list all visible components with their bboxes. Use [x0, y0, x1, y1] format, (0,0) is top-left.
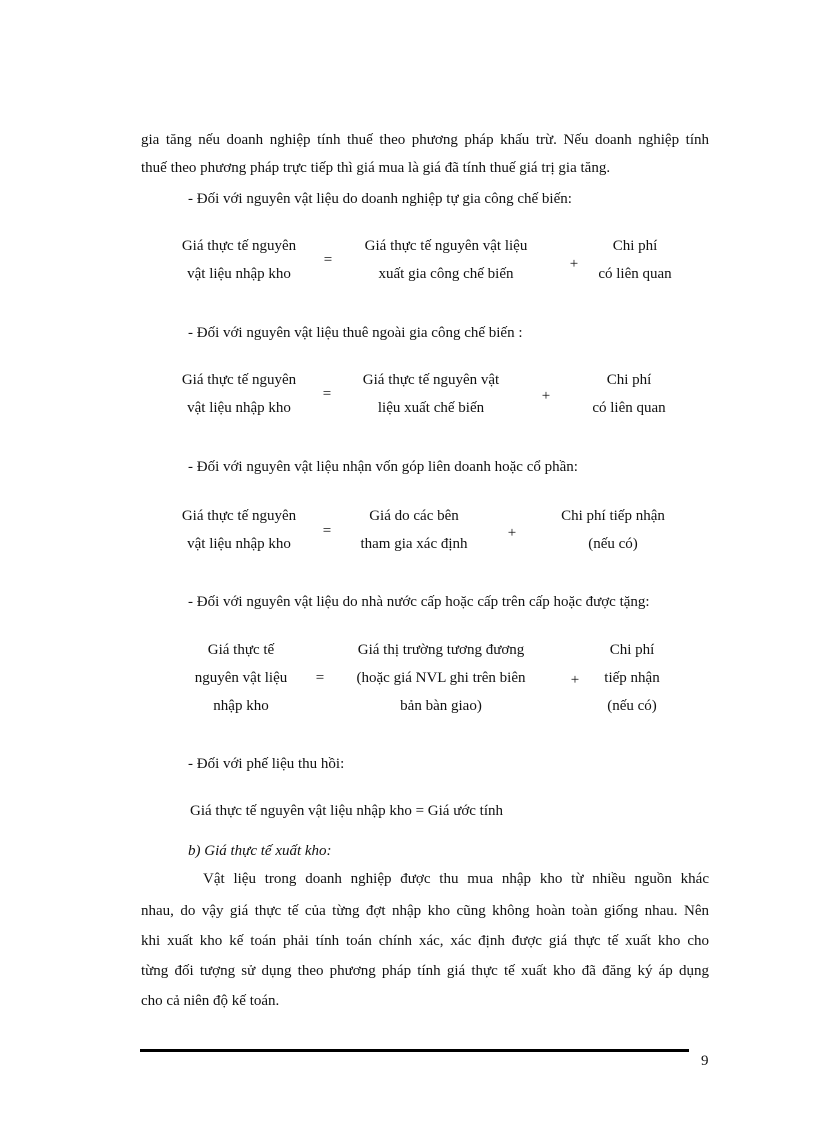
formula-4-lhs-line-3: nhập kho — [213, 698, 269, 714]
section-4-heading: - Đối với nguyên vật liệu do nhà nước cấp hoặc cấp trên cấp hoặc được tặng: — [188, 594, 650, 610]
formula-1-term2-line-2: có liên quan — [598, 266, 672, 282]
paragraph-line-1: Vật liệu trong doanh nghiệp được thu mua nhập kho từ nhiều nguồn khác — [203, 871, 709, 887]
formula-4-term2-line-3: (nếu có) — [607, 698, 657, 714]
formula-3-plus: + — [507, 525, 517, 541]
formula-3-term2-line-1: Chi phí tiếp nhận — [561, 508, 665, 524]
paragraph-line-5: cho cả niên độ kế toán. — [141, 993, 280, 1009]
formula-2-equals: = — [322, 386, 332, 402]
formula-4-plus: + — [570, 672, 580, 688]
paragraph-line-4: từng đối tượng sử dụng theo phương pháp tính giá thực tế xuất kho đã đăng ký áp dụng — [141, 963, 709, 979]
formula-1-term1-line-1: Giá thực tế nguyên vật liệu — [364, 238, 528, 254]
formula-1-lhs-line-1: Giá thực tế nguyên — [181, 238, 297, 254]
intro-line-2: thuế theo phương pháp trực tiếp thì giá mua là giá đã tính thuế giá trị gia tăng. — [141, 160, 611, 176]
formula-3-term1-line-1: Giá do các bên — [369, 508, 459, 524]
formula-4-term1-line-3: bản bàn giao) — [400, 698, 482, 714]
formula-2-lhs-line-1: Giá thực tế nguyên — [181, 372, 297, 388]
formula-3-term1-line-2: tham gia xác định — [360, 536, 468, 552]
formula-3-lhs-line-1: Giá thực tế nguyên — [181, 508, 297, 524]
scrap-equation: Giá thực tế nguyên vật liệu nhập kho = Giá ước tính — [190, 803, 503, 819]
section-1-heading: - Đối với nguyên vật liệu do doanh nghiệp tự gia công chế biến: — [188, 191, 572, 207]
formula-1-term2-line-1: Chi phí — [612, 238, 658, 254]
paragraph-line-3: khi xuất kho kế toán phải tính toán chính xác, xác định được giá thực tế xuất kho cho — [141, 933, 709, 949]
paragraph-line-2: nhau, do vậy giá thực tế của từng đợt nhập kho cũng không hoàn toàn giống nhau. Nên — [141, 903, 709, 919]
formula-4-term2-line-2: tiếp nhận — [604, 670, 660, 686]
page-number: 9 — [701, 1053, 709, 1069]
section-5-heading: - Đối với phế liệu thu hồi: — [188, 756, 345, 772]
formula-4-term1-line-2: (hoặc giá NVL ghi trên biên — [356, 670, 526, 686]
formula-4-equals: = — [315, 670, 325, 686]
formula-1-plus: + — [569, 256, 579, 272]
intro-line-1: gia tăng nếu doanh nghiệp tính thuế theo phương pháp khấu trừ. Nếu doanh nghiệp tính — [141, 132, 709, 148]
formula-2-lhs-line-2: vật liệu nhập kho — [187, 400, 291, 416]
formula-1-lhs-line-2: vật liệu nhập kho — [187, 266, 291, 282]
formula-2-term1-line-2: liệu xuất chế biến — [377, 400, 485, 416]
formula-4-term1-line-1: Giá thị trường tương đương — [357, 642, 525, 658]
subsection-title: b) Giá thực tế xuất kho: — [188, 843, 332, 859]
formula-4-term2-line-1: Chi phí — [609, 642, 655, 658]
formula-2-term2-line-2: có liên quan — [592, 400, 666, 416]
formula-4-lhs-line-1: Giá thực tế — [207, 642, 275, 658]
formula-1-term1-line-2: xuất gia công chế biến — [378, 266, 514, 282]
formula-1-equals: = — [323, 252, 333, 268]
formula-3-lhs-line-2: vật liệu nhập kho — [187, 536, 291, 552]
formula-2-term2-line-1: Chi phí — [606, 372, 652, 388]
formula-4-lhs-line-2: nguyên vật liệu — [194, 670, 288, 686]
formula-2-plus: + — [541, 388, 551, 404]
footer-rule — [140, 1049, 689, 1052]
formula-2-term1-line-1: Giá thực tế nguyên vật — [362, 372, 500, 388]
section-3-heading: - Đối với nguyên vật liệu nhận vốn góp liên doanh hoặc cổ phần: — [188, 459, 578, 475]
formula-3-term2-line-2: (nếu có) — [588, 536, 638, 552]
formula-3-equals: = — [322, 523, 332, 539]
section-2-heading: - Đối với nguyên vật liệu thuê ngoài gia công chế biến : — [188, 325, 523, 341]
